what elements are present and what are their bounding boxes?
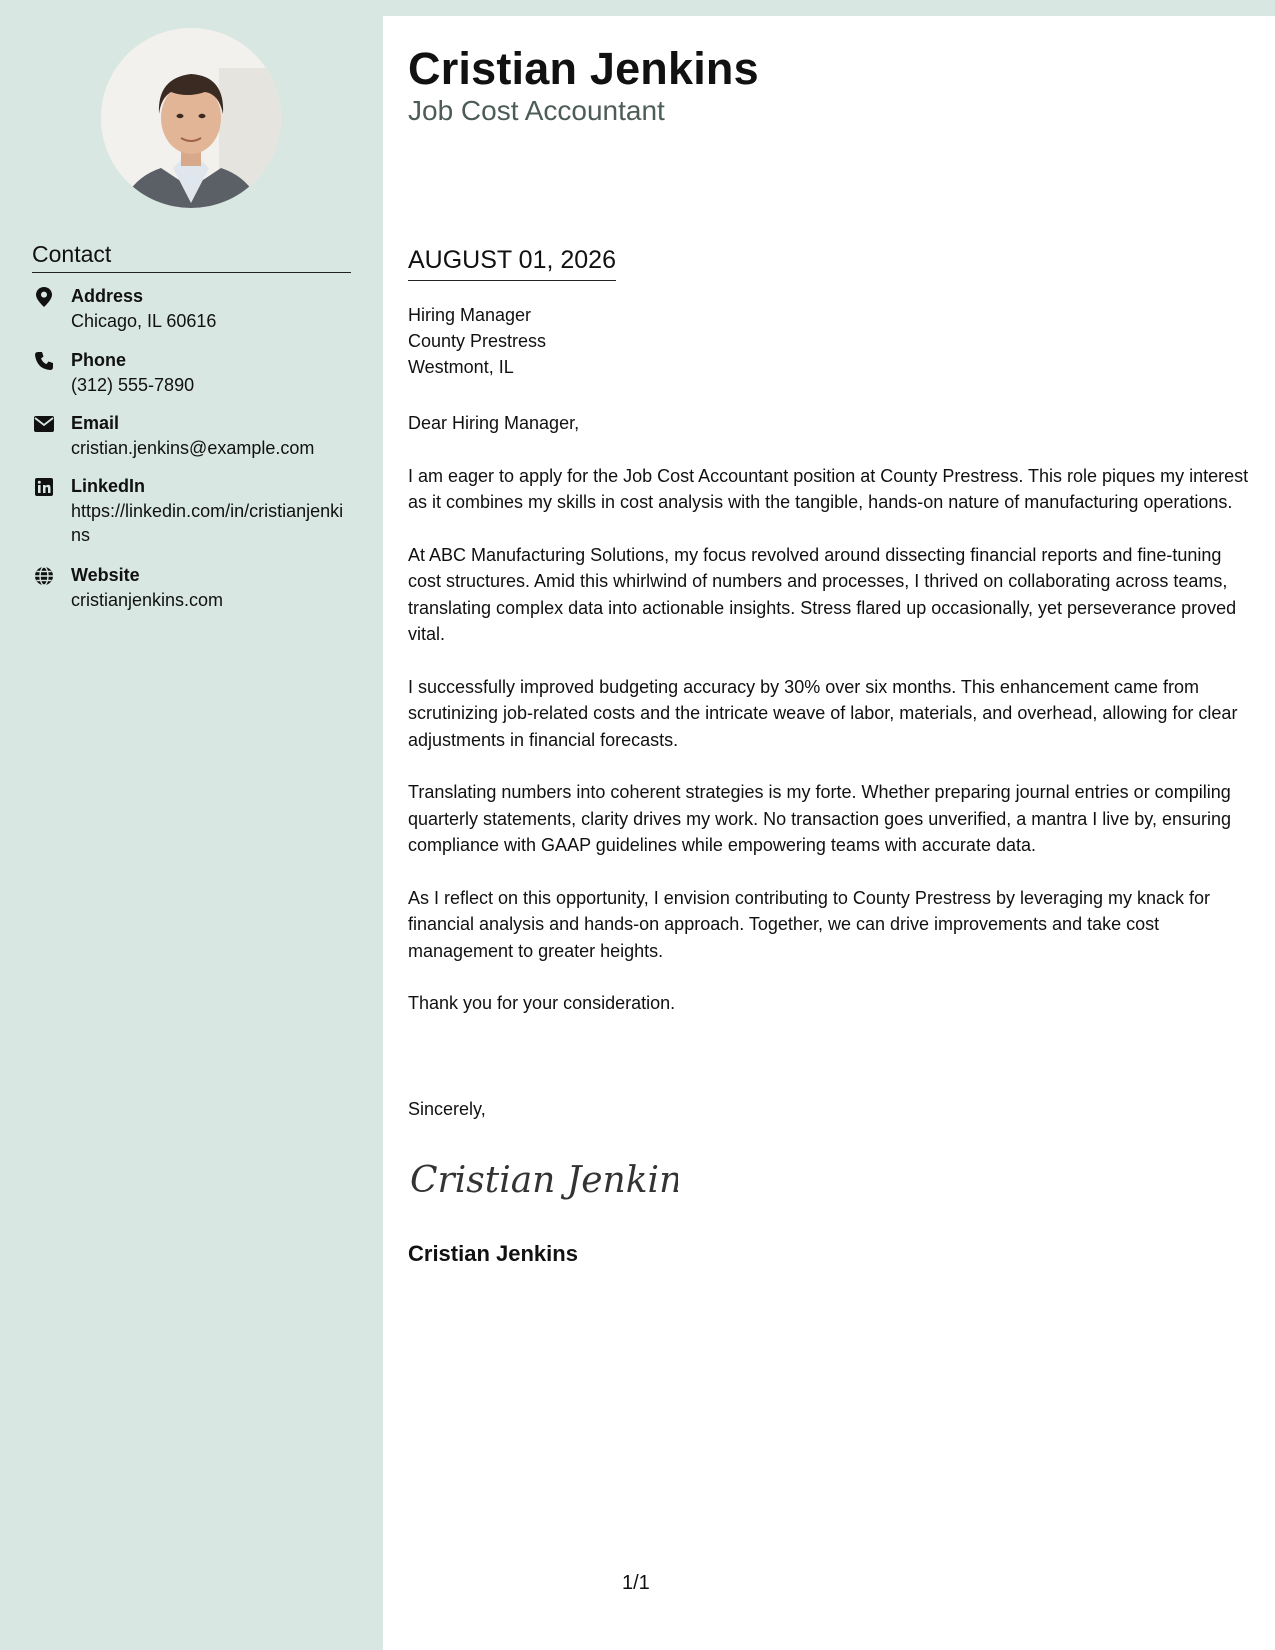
letter-date: AUGUST 01, 2026	[408, 244, 616, 281]
recipient-block	[408, 302, 546, 380]
map-pin-icon	[32, 286, 56, 308]
closing: Sincerely,	[408, 1099, 486, 1119]
contact-heading: Contact	[32, 240, 351, 273]
contact-value[interactable]: cristian.jenkins@example.com	[71, 438, 315, 458]
body-paragraph: Translating numbers into coherent strategies is my forte. Whether preparing journal entries or compiling quarterly statements, clarity drives my work. No transaction goes unverified, a mantra I live by, ensuring compliance with GAAP guidelines while empowering teams with accurate data.	[408, 782, 1232, 855]
contact-label: Phone	[71, 350, 127, 370]
salutation: Dear Hiring Manager,	[408, 413, 580, 433]
contact-label: Website	[71, 565, 140, 585]
linkedin-icon	[32, 476, 56, 498]
body-paragraph: I successfully improved budgeting accuracy by 30% over six months. This enhancement came from scrutinizing job-related costs and the intricate weave of labor, materials, and overhead, allowing for clear adjustments in financial forecasts.	[408, 676, 1238, 750]
contact-label: Address	[71, 286, 144, 306]
signature-text: Cristian Jenkins	[410, 1160, 678, 1201]
profile-photo	[101, 28, 281, 208]
contact-value[interactable]: https://linkedin.com/in/cristianjenkins	[71, 501, 344, 545]
body-paragraph: At ABC Manufacturing Solutions, my focus revolved around dissecting financial reports and fine-tuning cost structures. Amid this whirlwind of numbers and processes, I thrived on collaborating across teams, translating complex data into actionable insights. Stress flared up occasionally, yet perseverance proved vital.	[408, 544, 1237, 644]
contact-value: Chicago, IL 60616	[71, 311, 217, 331]
recipient-line: County Prestress	[408, 331, 547, 351]
contact-value: (312) 555-7890	[71, 375, 195, 395]
body-paragraph: I am eager to apply for the Job Cost Accountant position at County Prestress. This role piques my interest as it combines my skills in cost analysis with the tangible, hands-on nature of manufacturing operations.	[408, 465, 1249, 512]
recipient-line: Hiring Manager	[408, 305, 532, 325]
page-number: 1/1	[622, 1572, 650, 1594]
recipient-line: Westmont, IL	[408, 357, 514, 377]
contact-value[interactable]: cristianjenkins.com	[71, 590, 224, 610]
contact-label: LinkedIn	[71, 476, 146, 496]
phone-icon	[32, 350, 56, 372]
contact-label: Email	[71, 413, 120, 433]
envelope-icon	[32, 413, 56, 435]
thank-you-line: Thank you for your consideration.	[408, 993, 676, 1013]
letter-body	[408, 410, 1258, 1043]
applicant-name: Cristian Jenkins	[408, 43, 759, 94]
job-title: Job Cost Accountant	[408, 95, 665, 126]
body-paragraph: As I reflect on this opportunity, I envision contributing to County Prestress by leveraging my knack for financial analysis and hands-on approach. Together, we can drive improvements and take cost management to greater heights.	[408, 887, 1211, 961]
globe-icon	[32, 565, 56, 587]
sidebar	[0, 0, 383, 1650]
signer-name: Cristian Jenkins	[408, 1241, 578, 1266]
handwritten-signature	[408, 1150, 678, 1215]
